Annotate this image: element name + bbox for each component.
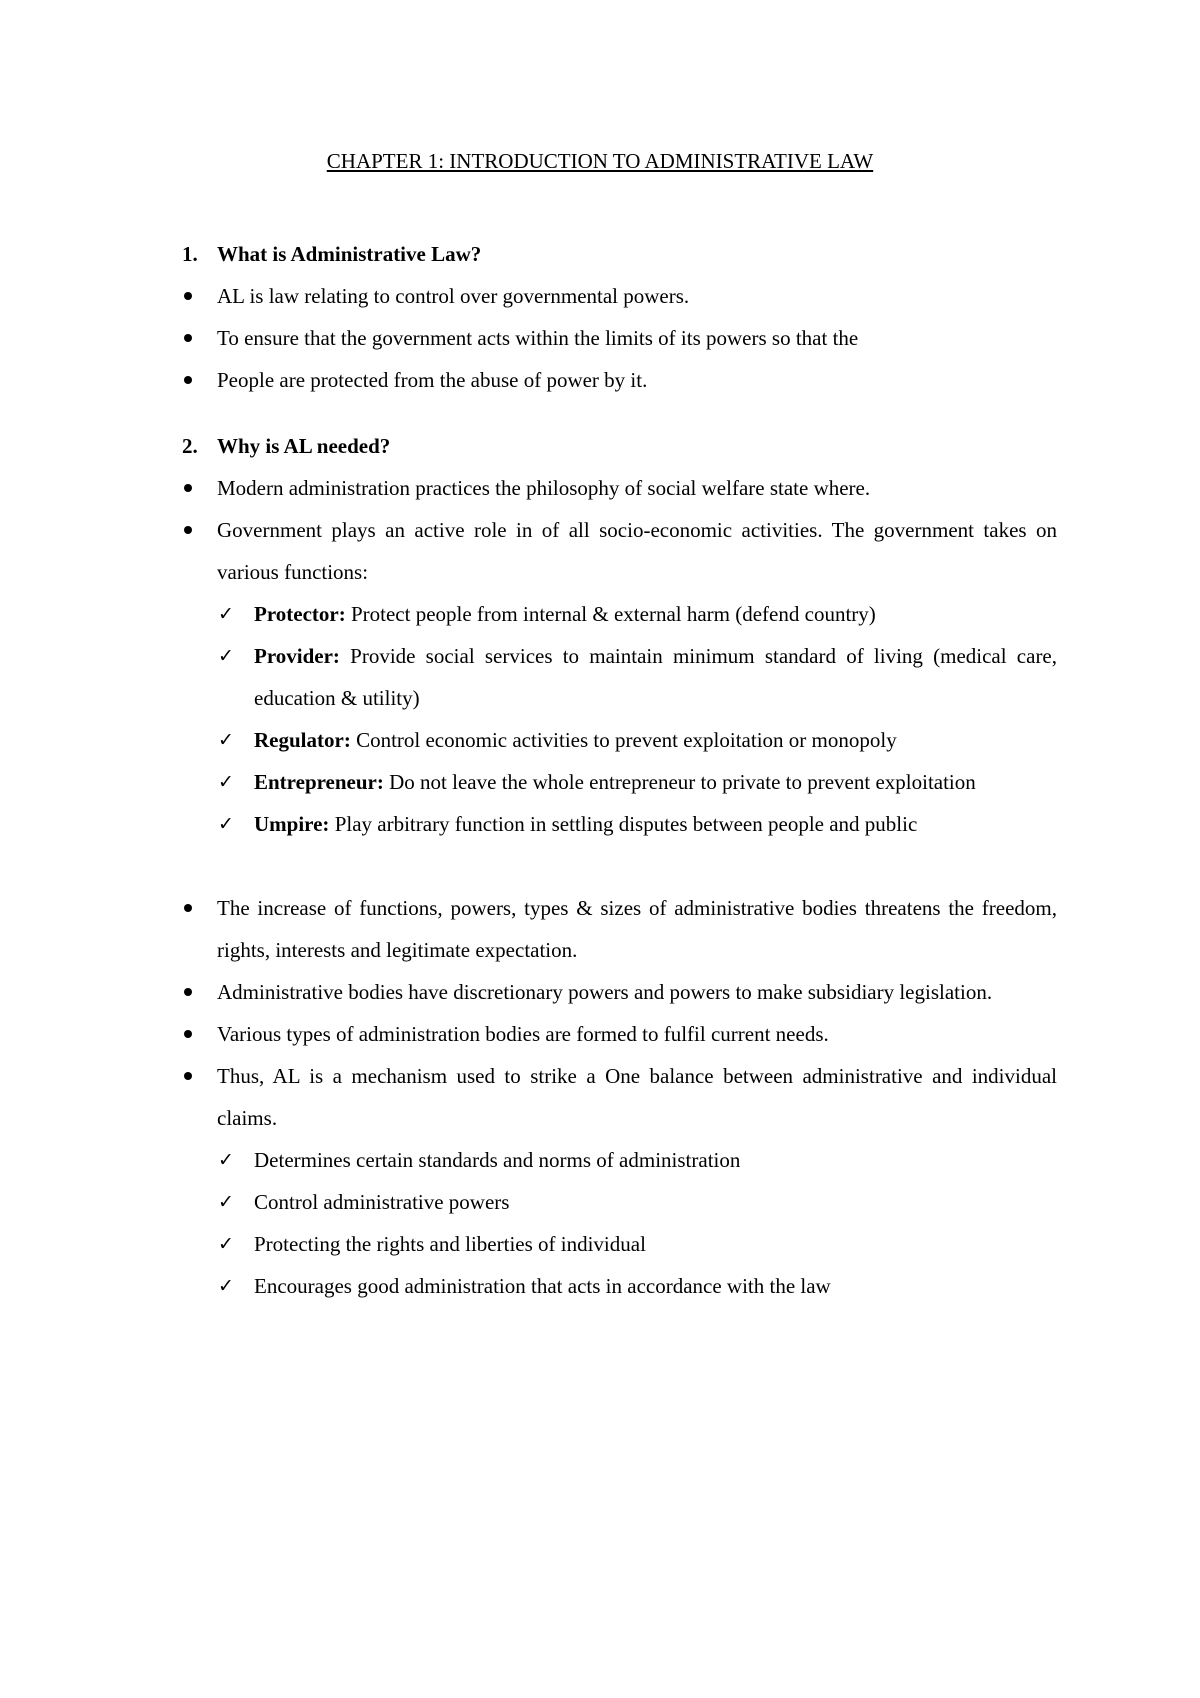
list-item-text: To ensure that the government acts within the limits of its powers so that the — [217, 326, 859, 350]
list-item — [0, 1055, 1057, 1139]
bullet-icon — [184, 526, 192, 534]
role-term: Provider: — [254, 644, 340, 668]
list-item-text: Administrative bodies have discretionary powers and powers to make subsidiary legislation. — [217, 980, 993, 1004]
purpose-item — [0, 1139, 1057, 1181]
checkmark-icon: ✓ — [218, 1275, 234, 1297]
purpose-text: Encourages good administration that acts in accordance with the law — [254, 1274, 831, 1298]
bullet-icon — [184, 376, 192, 384]
purpose-item — [0, 1265, 1057, 1307]
purpose-text: Protecting the rights and liberties of individual — [254, 1232, 646, 1256]
section-what-is-al — [0, 233, 1200, 401]
section-why-al-needed — [0, 425, 1200, 1307]
bullet-icon — [184, 988, 192, 996]
section-heading — [0, 425, 1200, 467]
role-item-protector — [0, 593, 1057, 635]
checkmark-icon: ✓ — [218, 603, 234, 625]
section-number: 1. — [182, 242, 198, 266]
list-item-text: People are protected from the abuse of power by it. — [217, 368, 648, 392]
section-heading — [0, 233, 1200, 275]
role-term: Regulator: — [254, 728, 351, 752]
list-item — [0, 509, 1057, 593]
role-text: Control economic activities to prevent exploitation or monopoly — [356, 728, 897, 752]
role-item-umpire — [0, 803, 1057, 845]
bullet-icon — [184, 484, 192, 492]
checkmark-icon: ✓ — [218, 645, 234, 667]
role-term: Umpire: — [254, 812, 330, 836]
bullet-icon — [184, 292, 192, 300]
purpose-item — [0, 1223, 1057, 1265]
spacer — [0, 845, 1200, 887]
role-item-provider — [0, 635, 1057, 719]
list-item — [0, 971, 1057, 1013]
list-item-text: Thus, AL is a mechanism used to strike a One balance between administrative and individual claims. — [217, 1064, 1057, 1130]
list-item — [0, 359, 1057, 401]
role-item-regulator — [0, 719, 1057, 761]
list-item — [0, 1013, 1057, 1055]
list-item-text: Modern administration practices the philosophy of social welfare state where. — [217, 476, 871, 500]
checkmark-icon: ✓ — [218, 1191, 234, 1213]
checkmark-icon: ✓ — [218, 771, 234, 793]
list-item — [0, 887, 1057, 971]
section-number: 2. — [182, 434, 198, 458]
list-item — [0, 275, 1057, 317]
list-item-text: AL is law relating to control over governmental powers. — [217, 284, 690, 308]
list-item — [0, 467, 1057, 509]
checkmark-icon: ✓ — [218, 1233, 234, 1255]
role-term: Entrepreneur: — [254, 770, 384, 794]
purpose-text: Control administrative powers — [254, 1190, 510, 1214]
checkmark-icon: ✓ — [218, 1149, 234, 1171]
role-text: Provide social services to maintain minimum standard of living (medical care, education & utility) — [254, 644, 1058, 710]
list-item-text: The increase of functions, powers, types & sizes of administrative bodies threatens the freedom, rights, interests and legitimate expectation. — [217, 896, 1057, 962]
bullet-icon — [184, 1072, 192, 1080]
list-item-text: Various types of administration bodies are formed to fulfil current needs. — [217, 1022, 829, 1046]
bullet-icon — [184, 1030, 192, 1038]
purpose-text: Determines certain standards and norms of administration — [254, 1148, 741, 1172]
list-item-text: Government plays an active role in of all socio-economic activities. The government takes on various functions: — [217, 518, 1057, 584]
checkmark-icon: ✓ — [218, 729, 234, 751]
role-text: Play arbitrary function in settling disputes between people and public — [334, 812, 918, 836]
role-text: Protect people from internal & external harm (defend country) — [350, 602, 876, 626]
bullet-icon — [184, 334, 192, 342]
list-item — [0, 317, 1057, 359]
bullet-icon — [184, 904, 192, 912]
checkmark-icon: ✓ — [218, 813, 234, 835]
role-term: Protector: — [254, 602, 346, 626]
section-heading-text: What is Administrative Law? — [217, 242, 482, 266]
role-text: Do not leave the whole entrepreneur to private to prevent exploitation — [389, 770, 976, 794]
section-heading-text: Why is AL needed? — [217, 434, 391, 458]
purpose-item — [0, 1181, 1057, 1223]
role-item-entrepreneur — [0, 761, 1057, 803]
page-title: CHAPTER 1: INTRODUCTION TO ADMINISTRATIVE LAW — [326, 149, 874, 173]
